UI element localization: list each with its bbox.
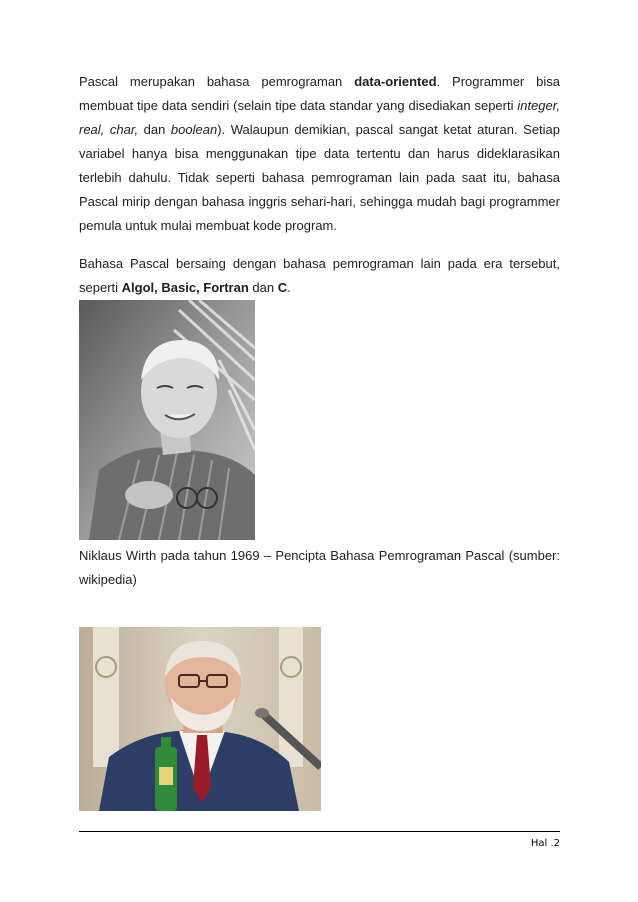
paragraph-competitors — [79, 252, 560, 300]
page-number: Hal .2 — [530, 838, 560, 849]
photo-wirth-recent-illustration — [79, 627, 321, 811]
italic-term: integer, real, char, — [79, 98, 560, 137]
text-run: . Programmer bisa membuat tipe data sendiri (selain tipe data standar yang disediakan seperti — [79, 74, 560, 113]
text-run: ). Walaupun demikian, pascal sangat ketat aturan. Setiap variabel hanya bisa menggunakan tipe data tertentu dan harus dideklarasikan terlebih dahulu. Tidak seperti bahasa pemrograman lain pada saat itu, bahasa Pascal mirip dengan bahasa inggris sehari-hari, sehingga mudah bagi programmer pemula untuk mulai membuat kode program. — [79, 122, 561, 233]
italic-term: boolean — [170, 122, 218, 137]
text-run: dan — [248, 280, 278, 295]
photo-wirth-recent — [79, 627, 321, 811]
photo-caption: Niklaus Wirth pada tahun 1969 – Pencipta Bahasa Pemrograman Pascal (sumber: wikipedia) — [79, 548, 560, 587]
footer-divider — [79, 831, 560, 832]
bold-term: C — [277, 280, 288, 295]
photo-wirth-1969 — [79, 300, 255, 540]
text-run: Bahasa Pascal bersaing dengan bahasa pemrograman lain pada era tersebut, seperti — [79, 256, 560, 295]
bold-term: Algol, Basic, Fortran — [121, 280, 249, 295]
text-run: . — [287, 280, 291, 295]
bold-term: data-oriented — [354, 74, 437, 89]
text-run: Pascal merupakan bahasa pemrograman — [79, 74, 355, 89]
paragraph-intro — [79, 70, 560, 238]
text-run: dan — [138, 122, 171, 137]
photo-wirth-1969-illustration — [79, 300, 255, 540]
